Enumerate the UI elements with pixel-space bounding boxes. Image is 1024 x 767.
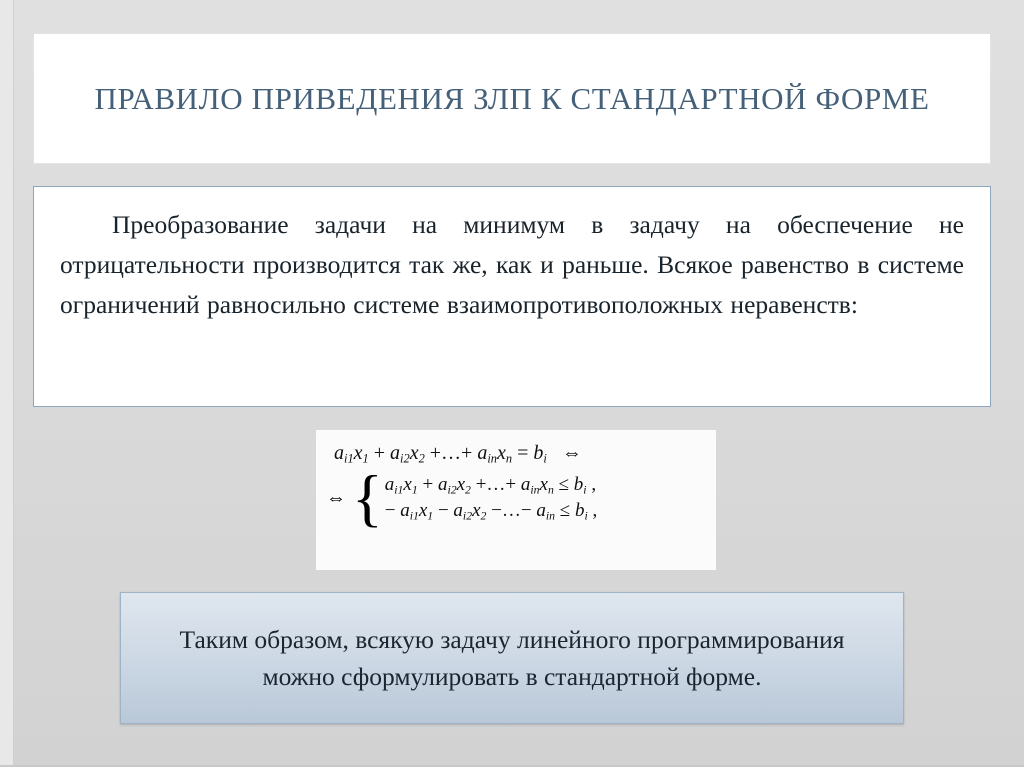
left-brace: { <box>352 462 383 534</box>
formula-line-1: $a_{i1}x_1 + a_{i2}x_2$ +…+ $a_{in}x_n = b_i$ ⇔ <box>334 442 582 466</box>
left-accent-bar <box>0 0 14 767</box>
slide-title-box <box>33 33 991 164</box>
conclusion-text: Таким образом, всякую задачу линейного программирования можно сформулировать в стандартной форме. <box>179 625 845 691</box>
formula-line-3: − $a_{i1}x_1 - a_{i2}x_2$ −…− $a_{in} \le b_i$ , <box>384 499 598 523</box>
iff-symbol: ⇔ <box>326 486 346 509</box>
formula-image <box>316 430 716 570</box>
body-text-box <box>33 186 991 407</box>
formula-system <box>326 462 706 534</box>
body-paragraph: Преобразование задачи на минимум в задачу на обеспечение не отрицательности производится так же, как и раньше. Всякое равенство в системе ограничений равносильно системе взаимопротивоположных неравенств: <box>60 210 964 319</box>
conclusion-box <box>120 592 904 724</box>
page-title: ПРАВИЛО ПРИВЕДЕНИЯ ЗЛП К СТАНДАРТНОЙ ФОРМЕ <box>94 80 930 116</box>
formula-line-2: $a_{i1}x_1 + a_{i2}x_2$ +…+ $a_{in}x_n \le b_i$ , <box>384 473 597 496</box>
